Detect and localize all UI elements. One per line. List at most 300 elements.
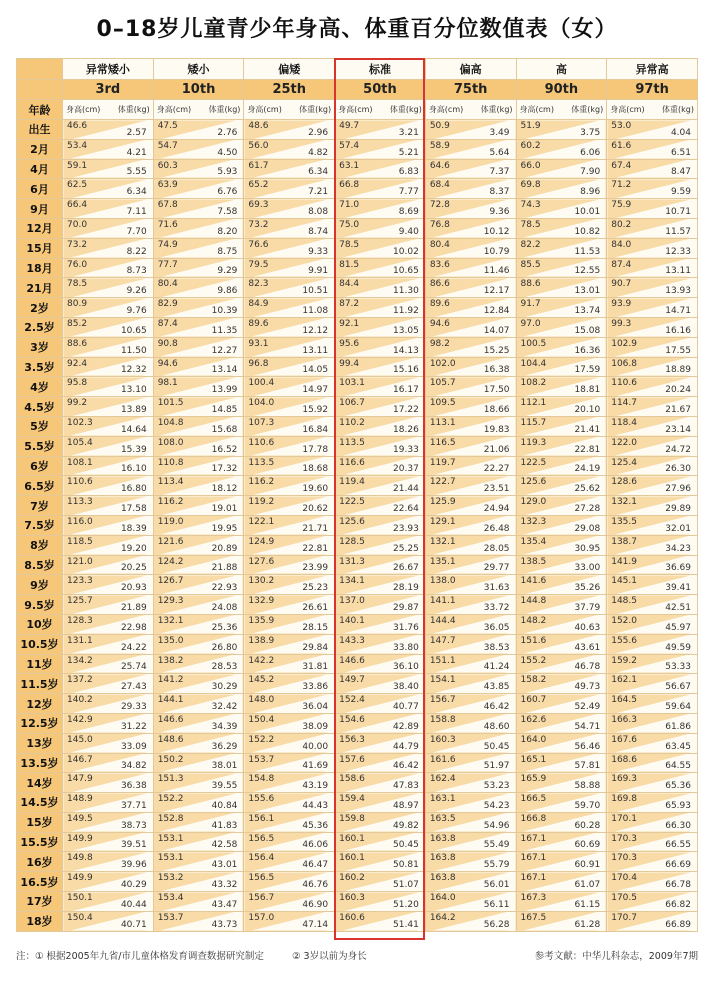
height-value: 158.2: [520, 675, 547, 686]
data-cell: [244, 555, 335, 575]
header-corner: [17, 59, 63, 80]
age-label: 10.5岁: [17, 634, 63, 654]
age-label: 9月: [17, 199, 63, 219]
data-cell: [516, 535, 607, 555]
height-value: 93.1: [248, 338, 269, 349]
data-cell: [516, 278, 607, 298]
height-value: 142.9: [67, 714, 93, 725]
height-value: 156.4: [248, 853, 275, 864]
weight-value: 11.46: [483, 266, 510, 277]
weight-value: 39.41: [665, 583, 691, 594]
table-row: [17, 634, 698, 654]
height-value: 170.1: [611, 813, 637, 824]
height-value: 94.6: [157, 358, 178, 369]
age-label: 13.5岁: [17, 753, 63, 773]
weight-value: 12.33: [665, 246, 691, 257]
data-cell: [335, 713, 426, 733]
data-cell: [607, 773, 698, 793]
weight-value: 21.67: [665, 404, 691, 415]
data-cell: [425, 634, 516, 654]
weight-value: 60.91: [574, 860, 601, 871]
height-value: 110.6: [611, 378, 637, 389]
data-cell: [516, 575, 607, 595]
weight-value: 11.35: [211, 325, 238, 336]
height-value: 170.7: [611, 912, 637, 923]
percentile-header: 97th: [607, 80, 698, 100]
height-value: 168.6: [611, 754, 637, 765]
weight-value: 27.28: [574, 503, 601, 514]
age-label: 14岁: [17, 773, 63, 793]
data-cell: [425, 298, 516, 318]
data-cell: [63, 832, 154, 852]
height-value: 149.9: [67, 873, 93, 884]
height-value: 167.5: [520, 912, 547, 923]
weight-value: 5.21: [398, 147, 419, 158]
weight-value: 26.48: [483, 523, 510, 534]
percentile-header: 10th: [153, 80, 244, 100]
weight-value: 10.79: [483, 246, 510, 257]
weight-value: 38.53: [483, 642, 510, 653]
weight-value: 24.19: [574, 464, 601, 475]
weight-value: 66.69: [665, 860, 691, 871]
age-label: 15月: [17, 238, 63, 258]
data-cell: [335, 694, 426, 714]
age-label: 15.5岁: [17, 832, 63, 852]
data-cell: [335, 456, 426, 476]
weight-value: 23.99: [302, 563, 329, 574]
height-value: 142.2: [248, 655, 275, 666]
height-value: 106.8: [611, 358, 637, 369]
data-cell: [244, 595, 335, 615]
height-value: 74.3: [520, 200, 541, 211]
weight-value: 12.12: [302, 325, 329, 336]
height-value: 92.1: [339, 318, 360, 329]
weight-value: 33.86: [302, 682, 329, 693]
weight-value: 34.39: [211, 721, 238, 732]
percentile-header: 75th: [425, 80, 516, 100]
height-value: 50.9: [429, 121, 450, 131]
height-value: 95.6: [339, 338, 360, 349]
data-cell: [425, 357, 516, 377]
data-cell: [607, 476, 698, 496]
weight-value: 46.90: [302, 899, 329, 910]
weight-value: 13.89: [120, 404, 147, 415]
height-value: 116.2: [157, 497, 184, 508]
height-value: 104.8: [157, 417, 184, 428]
data-cell: [607, 258, 698, 278]
weight-value: 57.81: [574, 761, 601, 772]
data-cell: [335, 357, 426, 377]
weight-value: 22.64: [393, 503, 419, 514]
data-cell: [425, 575, 516, 595]
age-label: 3岁: [17, 337, 63, 357]
data-cell: [335, 120, 426, 140]
data-cell: [516, 357, 607, 377]
height-value: 166.8: [520, 813, 547, 824]
data-cell: [607, 278, 698, 298]
data-cell: [335, 416, 426, 436]
data-cell: [607, 614, 698, 634]
data-cell: [153, 713, 244, 733]
height-value: 145.1: [611, 576, 637, 587]
height-value: 78.5: [67, 279, 88, 290]
weight-value: 13.10: [120, 385, 147, 396]
table-row: [17, 614, 698, 634]
height-value: 119.0: [157, 516, 184, 527]
height-value: 147.7: [429, 635, 456, 646]
data-cell: [607, 377, 698, 397]
height-value: 141.2: [157, 675, 184, 686]
data-cell: [425, 218, 516, 238]
weight-value: 18.26: [393, 424, 419, 435]
data-cell: [516, 832, 607, 852]
height-value: 110.6: [248, 437, 275, 448]
data-cell: [63, 298, 154, 318]
data-cell: [335, 298, 426, 318]
age-label: 8岁: [17, 535, 63, 555]
height-value: 135.0: [157, 635, 184, 646]
weight-value: 9.91: [308, 266, 329, 277]
data-cell: [335, 555, 426, 575]
table-row: [17, 397, 698, 417]
weight-value: 29.87: [393, 602, 419, 613]
age-label: 14.5岁: [17, 793, 63, 813]
height-value: 148.5: [611, 596, 637, 607]
weight-value: 56.67: [665, 682, 691, 693]
data-cell: [607, 753, 698, 773]
height-value: 152.2: [157, 794, 184, 805]
height-value: 149.5: [67, 813, 93, 824]
weight-value: 58.88: [574, 781, 601, 792]
height-value: 71.6: [157, 219, 178, 230]
data-cell: [244, 773, 335, 793]
weight-value: 39.51: [120, 840, 147, 851]
table-row: [17, 456, 698, 476]
weight-value: 38.40: [393, 682, 419, 693]
weight-value: 9.76: [126, 305, 147, 316]
height-value: 60.2: [520, 140, 541, 151]
height-value: 152.8: [157, 813, 184, 824]
weight-value: 13.05: [393, 325, 419, 336]
height-value: 119.2: [248, 497, 275, 508]
weight-value: 17.78: [302, 444, 329, 455]
data-cell: [516, 298, 607, 318]
height-value: 164.0: [520, 734, 547, 745]
height-value: 119.3: [520, 437, 547, 448]
weight-value: 44.79: [393, 741, 419, 752]
table-row: [17, 278, 698, 298]
data-cell: [516, 238, 607, 258]
table-row: [17, 416, 698, 436]
height-value: 162.1: [611, 675, 637, 686]
weight-value: 22.81: [302, 543, 329, 554]
weight-value: 32.42: [211, 701, 238, 712]
weight-value: 20.93: [120, 583, 147, 594]
data-cell: [425, 397, 516, 417]
weight-value: 5.55: [126, 167, 147, 178]
height-value: 153.7: [157, 912, 184, 923]
height-value: 166.5: [520, 794, 547, 805]
data-cell: [63, 179, 154, 199]
height-value: 167.1: [520, 853, 547, 864]
height-value: 132.3: [520, 516, 547, 527]
data-cell: [607, 575, 698, 595]
height-value: 154.8: [248, 774, 275, 785]
height-value: 160.3: [429, 734, 456, 745]
height-value: 122.1: [248, 516, 275, 527]
weight-value: 28.15: [302, 622, 329, 633]
height-value: 152.0: [611, 615, 637, 626]
table-row: [17, 595, 698, 615]
data-cell: [244, 159, 335, 179]
height-value: 83.6: [429, 259, 450, 270]
weight-value: 32.01: [665, 523, 691, 534]
weight-value: 21.06: [483, 444, 510, 455]
data-cell: [153, 436, 244, 456]
age-label: 12岁: [17, 694, 63, 714]
height-value: 99.4: [339, 358, 360, 369]
data-cell: [153, 377, 244, 397]
weight-value: 66.78: [665, 880, 691, 891]
height-value: 149.7: [339, 675, 365, 686]
age-label: 7.5岁: [17, 515, 63, 535]
data-cell: [607, 199, 698, 219]
weight-value: 19.20: [120, 543, 147, 554]
height-value: 107.3: [248, 417, 275, 428]
data-cell: [607, 733, 698, 753]
weight-value: 40.00: [302, 741, 329, 752]
weight-value: 20.25: [120, 563, 147, 574]
height-value: 156.1: [248, 813, 275, 824]
weight-value: 36.05: [483, 622, 510, 633]
data-cell: [335, 733, 426, 753]
table-row: [17, 199, 698, 219]
weight-value: 13.99: [211, 385, 238, 396]
data-cell: [516, 614, 607, 634]
data-cell: [153, 555, 244, 575]
weight-value: 12.17: [483, 286, 510, 297]
data-cell: [607, 555, 698, 575]
data-cell: [607, 812, 698, 832]
data-cell: [335, 753, 426, 773]
data-cell: [607, 674, 698, 694]
height-value: 103.1: [339, 378, 365, 389]
height-value: 158.6: [339, 774, 365, 785]
weight-value: 54.23: [483, 800, 510, 811]
height-value: 113.1: [429, 417, 456, 428]
data-cell: [244, 852, 335, 872]
weight-value: 25.62: [574, 484, 601, 495]
weight-value: 56.28: [483, 919, 510, 930]
data-cell: [335, 218, 426, 238]
weight-value: 50.81: [393, 860, 419, 871]
height-value: 113.3: [67, 497, 93, 508]
height-value: 100.5: [520, 338, 547, 349]
weight-value: 25.23: [302, 583, 329, 594]
height-value: 129.1: [429, 516, 456, 527]
weight-value: 11.50: [120, 345, 147, 356]
weight-value: 12.32: [120, 365, 147, 376]
weight-value: 46.06: [302, 840, 329, 851]
height-value: 138.5: [520, 556, 547, 567]
height-value: 170.4: [611, 873, 637, 884]
height-value: 63.9: [157, 180, 178, 191]
height-value: 51.9: [520, 121, 541, 131]
data-cell: [607, 436, 698, 456]
height-value: 71.2: [611, 180, 632, 191]
weight-value: 17.58: [120, 503, 147, 514]
data-cell: [516, 555, 607, 575]
category-header: 异常矮小: [63, 59, 154, 80]
weight-value: 20.37: [393, 464, 419, 475]
data-cell: [244, 614, 335, 634]
height-value: 82.9: [157, 299, 178, 310]
height-value: 53.4: [67, 140, 88, 151]
data-cell: [244, 258, 335, 278]
height-value: 73.2: [67, 239, 88, 250]
weight-value: 17.59: [574, 365, 601, 376]
data-cell: [244, 218, 335, 238]
height-value: 170.3: [611, 833, 637, 844]
data-cell: [244, 199, 335, 219]
data-cell: [607, 892, 698, 912]
table-row: [17, 496, 698, 516]
data-cell: [63, 535, 154, 555]
height-value: 69.8: [520, 180, 541, 191]
weight-value: 15.92: [302, 404, 329, 415]
data-cell: [244, 733, 335, 753]
data-cell: [153, 258, 244, 278]
height-unit-label: 身高(cm): [247, 105, 282, 114]
height-value: 80.9: [67, 299, 88, 310]
table-row: [17, 515, 698, 535]
weight-value: 16.10: [120, 464, 147, 475]
data-cell: [153, 416, 244, 436]
table-row: [17, 377, 698, 397]
height-value: 153.2: [157, 873, 184, 884]
weight-value: 16.17: [393, 385, 419, 396]
height-value: 104.4: [520, 358, 547, 369]
weight-value: 19.83: [483, 424, 510, 435]
height-value: 162.4: [429, 774, 456, 785]
weight-value: 18.66: [483, 404, 510, 415]
data-cell: [516, 476, 607, 496]
height-value: 84.9: [248, 299, 269, 310]
weight-unit-label: 体重(kg): [117, 105, 150, 114]
weight-value: 61.15: [574, 899, 601, 910]
weight-value: 24.22: [120, 642, 147, 653]
data-cell: [425, 258, 516, 278]
weight-value: 16.80: [120, 484, 147, 495]
height-value: 87.2: [339, 299, 360, 310]
weight-value: 38.09: [302, 721, 329, 732]
category-header: 矮小: [153, 59, 244, 80]
weight-value: 41.69: [302, 761, 329, 772]
height-unit-label: 身高(cm): [66, 105, 101, 114]
weight-value: 10.01: [574, 206, 601, 217]
height-value: 164.0: [429, 893, 456, 904]
data-cell: [425, 753, 516, 773]
height-value: 132.1: [611, 497, 637, 508]
weight-value: 22.81: [574, 444, 601, 455]
height-value: 121.0: [67, 556, 93, 567]
weight-value: 8.22: [126, 246, 147, 257]
data-cell: [425, 535, 516, 555]
data-cell: [425, 773, 516, 793]
height-value: 161.6: [429, 754, 456, 765]
data-cell: [335, 674, 426, 694]
height-value: 131.1: [67, 635, 93, 646]
data-cell: [335, 337, 426, 357]
data-cell: [153, 674, 244, 694]
age-label: 10岁: [17, 614, 63, 634]
height-value: 169.3: [611, 774, 637, 785]
height-value: 71.0: [339, 200, 360, 211]
weight-value: 30.95: [574, 543, 601, 554]
weight-value: 60.69: [574, 840, 601, 851]
data-cell: [63, 456, 154, 476]
weight-value: 11.08: [302, 305, 329, 316]
weight-value: 8.74: [308, 226, 329, 237]
weight-value: 9.86: [217, 286, 238, 297]
weight-value: 27.43: [120, 682, 147, 693]
height-value: 102.9: [611, 338, 637, 349]
header-corner: [17, 80, 63, 100]
age-label: 9岁: [17, 575, 63, 595]
weight-value: 20.10: [574, 404, 601, 415]
height-value: 113.5: [248, 457, 275, 468]
data-cell: [63, 892, 154, 912]
weight-value: 10.51: [302, 286, 329, 297]
height-value: 101.5: [157, 398, 184, 409]
height-value: 158.8: [429, 714, 456, 725]
data-cell: [335, 317, 426, 337]
height-value: 135.5: [611, 516, 637, 527]
data-cell: [607, 595, 698, 615]
height-value: 113.4: [157, 477, 184, 488]
data-cell: [244, 713, 335, 733]
weight-unit-label: 体重(kg): [480, 105, 513, 114]
data-cell: [335, 535, 426, 555]
data-cell: [153, 238, 244, 258]
weight-value: 8.73: [126, 266, 147, 277]
percentile-header: 25th: [244, 80, 335, 100]
weight-value: 7.90: [580, 167, 601, 178]
height-value: 88.6: [67, 338, 88, 349]
age-label: 15岁: [17, 812, 63, 832]
data-cell: [425, 595, 516, 615]
data-cell: [63, 911, 154, 931]
height-value: 89.6: [429, 299, 450, 310]
weight-value: 60.28: [574, 820, 601, 831]
height-value: 84.4: [339, 279, 360, 290]
height-value: 58.9: [429, 140, 450, 151]
weight-value: 41.24: [483, 662, 510, 673]
weight-value: 33.09: [120, 741, 147, 752]
data-cell: [335, 634, 426, 654]
data-cell: [516, 634, 607, 654]
weight-value: 7.37: [489, 167, 510, 178]
data-cell: [153, 337, 244, 357]
weight-value: 18.89: [665, 365, 691, 376]
data-cell: [63, 278, 154, 298]
age-label: 11岁: [17, 654, 63, 674]
data-cell: [335, 812, 426, 832]
data-cell: [425, 654, 516, 674]
data-cell: [153, 298, 244, 318]
age-label: 16.5岁: [17, 872, 63, 892]
height-value: 122.0: [611, 437, 637, 448]
